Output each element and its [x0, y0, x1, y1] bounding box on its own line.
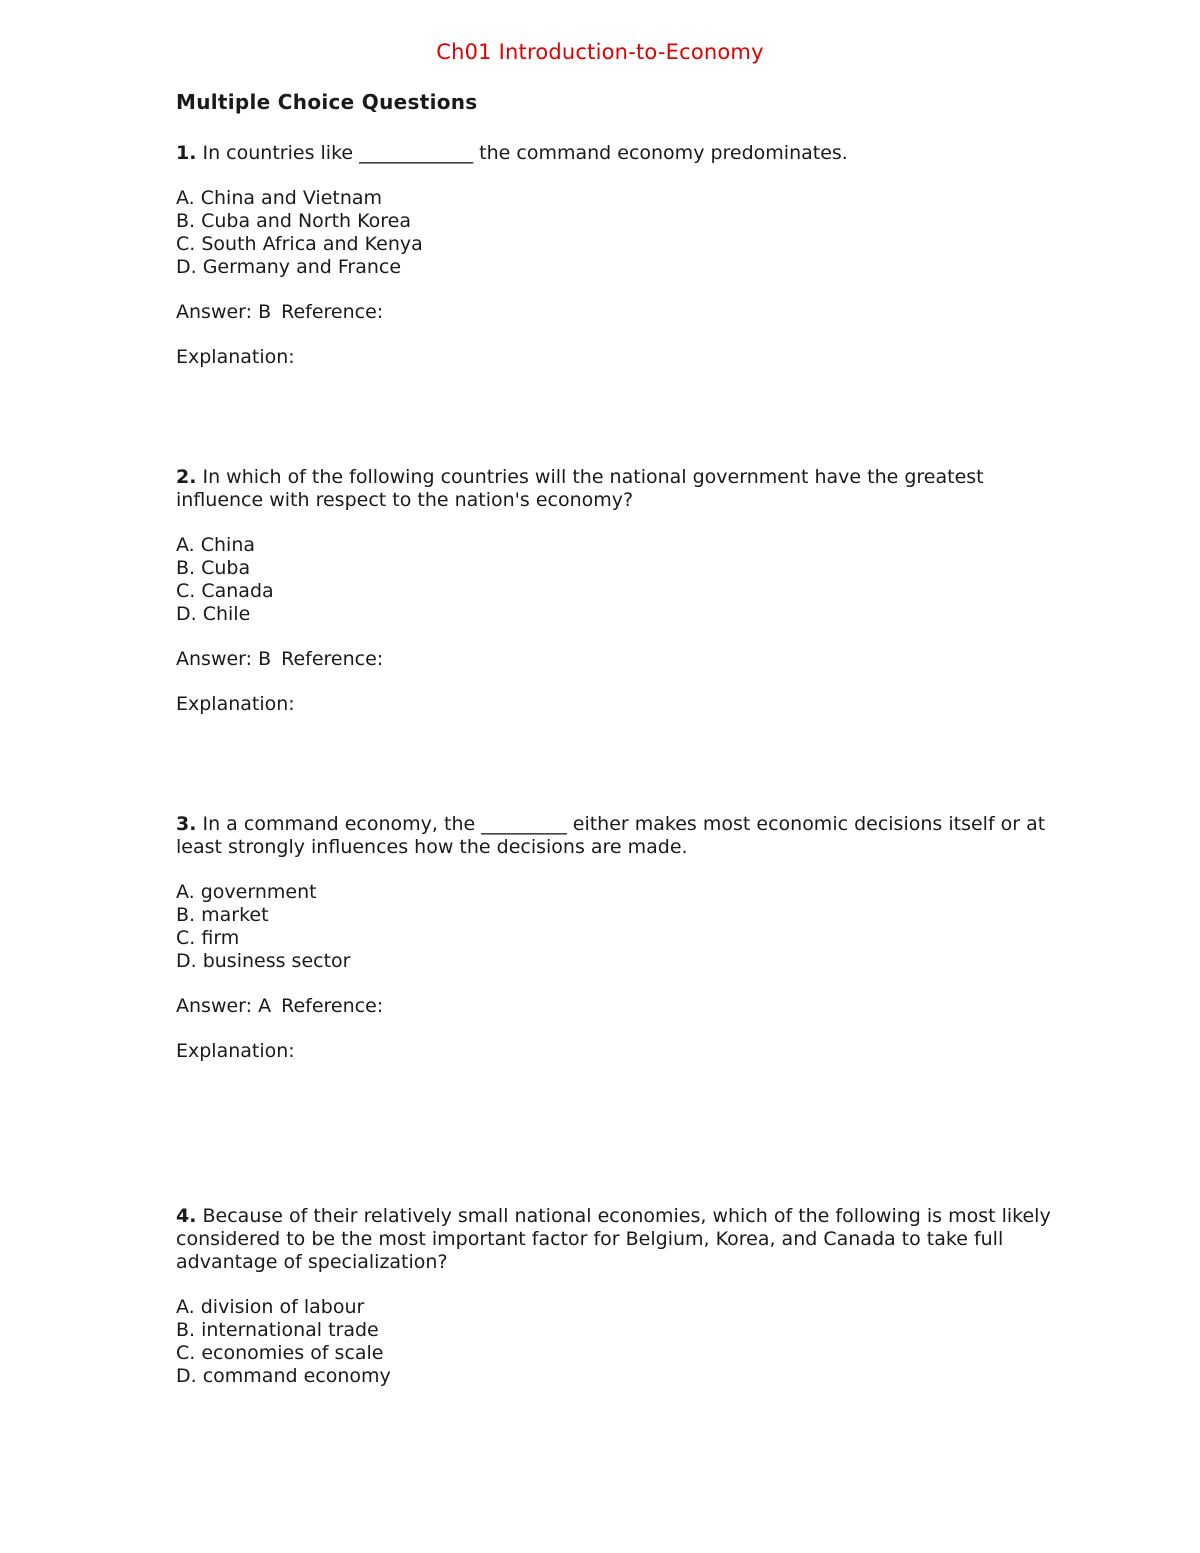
reference: Reference:	[281, 648, 384, 670]
question-4	[176, 1205, 1056, 1388]
document-title: Ch01 Introduction-to-Economy	[436, 40, 764, 64]
option-list	[176, 534, 1056, 626]
option-b: B. Cuba	[176, 557, 251, 579]
answer: Answer: B	[176, 301, 272, 323]
option-d: D. Germany and France	[176, 256, 402, 278]
option-a: A. China	[176, 534, 256, 556]
option-a: A. division of labour	[176, 1296, 365, 1318]
answer-line	[176, 301, 1056, 324]
option-d: D. Chile	[176, 603, 251, 625]
answer: Answer: A	[176, 995, 272, 1017]
option-c: C. Canada	[176, 580, 274, 602]
section-heading: Multiple Choice Questions	[176, 90, 478, 114]
option-list	[176, 187, 1056, 279]
reference: Reference:	[281, 301, 384, 323]
question-text: In countries like ____________ the command economy predominates.	[202, 142, 848, 164]
answer-line	[176, 648, 1056, 671]
question-stem	[176, 1205, 1056, 1274]
explanation: Explanation:	[176, 1040, 295, 1062]
reference: Reference:	[281, 995, 384, 1017]
question-number: 3.	[176, 813, 197, 835]
option-b: B. Cuba and North Korea	[176, 210, 411, 232]
question-number: 2.	[176, 466, 197, 488]
explanation: Explanation:	[176, 693, 295, 715]
option-list	[176, 881, 1056, 973]
answer-line	[176, 995, 1056, 1018]
question-stem	[176, 466, 1056, 512]
option-c: C. firm	[176, 927, 240, 949]
option-list	[176, 1296, 1056, 1388]
question-text: Because of their relatively small national economies, which of the following is most likely considered to be the most important factor for Belgium, Korea, and Canada to take full advantage of specialization?	[176, 1205, 1051, 1273]
question-stem	[176, 813, 1056, 859]
question-3	[176, 813, 1056, 1063]
question-text: In a command economy, the _________ either makes most economic decisions itself or at least strongly influences how the decisions are made.	[176, 813, 1046, 858]
option-d: D. business sector	[176, 950, 351, 972]
option-b: B. international trade	[176, 1319, 379, 1341]
question-1	[176, 142, 1056, 369]
option-c: C. economies of scale	[176, 1342, 384, 1364]
explanation: Explanation:	[176, 346, 295, 368]
question-text: In which of the following countries will the national government have the greatest influence with respect to the nation's economy?	[176, 466, 984, 511]
answer: Answer: B	[176, 648, 272, 670]
option-c: C. South Africa and Kenya	[176, 233, 423, 255]
option-a: A. China and Vietnam	[176, 187, 383, 209]
question-2	[176, 466, 1056, 716]
option-b: B. market	[176, 904, 269, 926]
question-number: 4.	[176, 1205, 197, 1227]
option-a: A. government	[176, 881, 317, 903]
option-d: D. command economy	[176, 1365, 391, 1387]
question-stem	[176, 142, 1056, 165]
question-number: 1.	[176, 142, 197, 164]
